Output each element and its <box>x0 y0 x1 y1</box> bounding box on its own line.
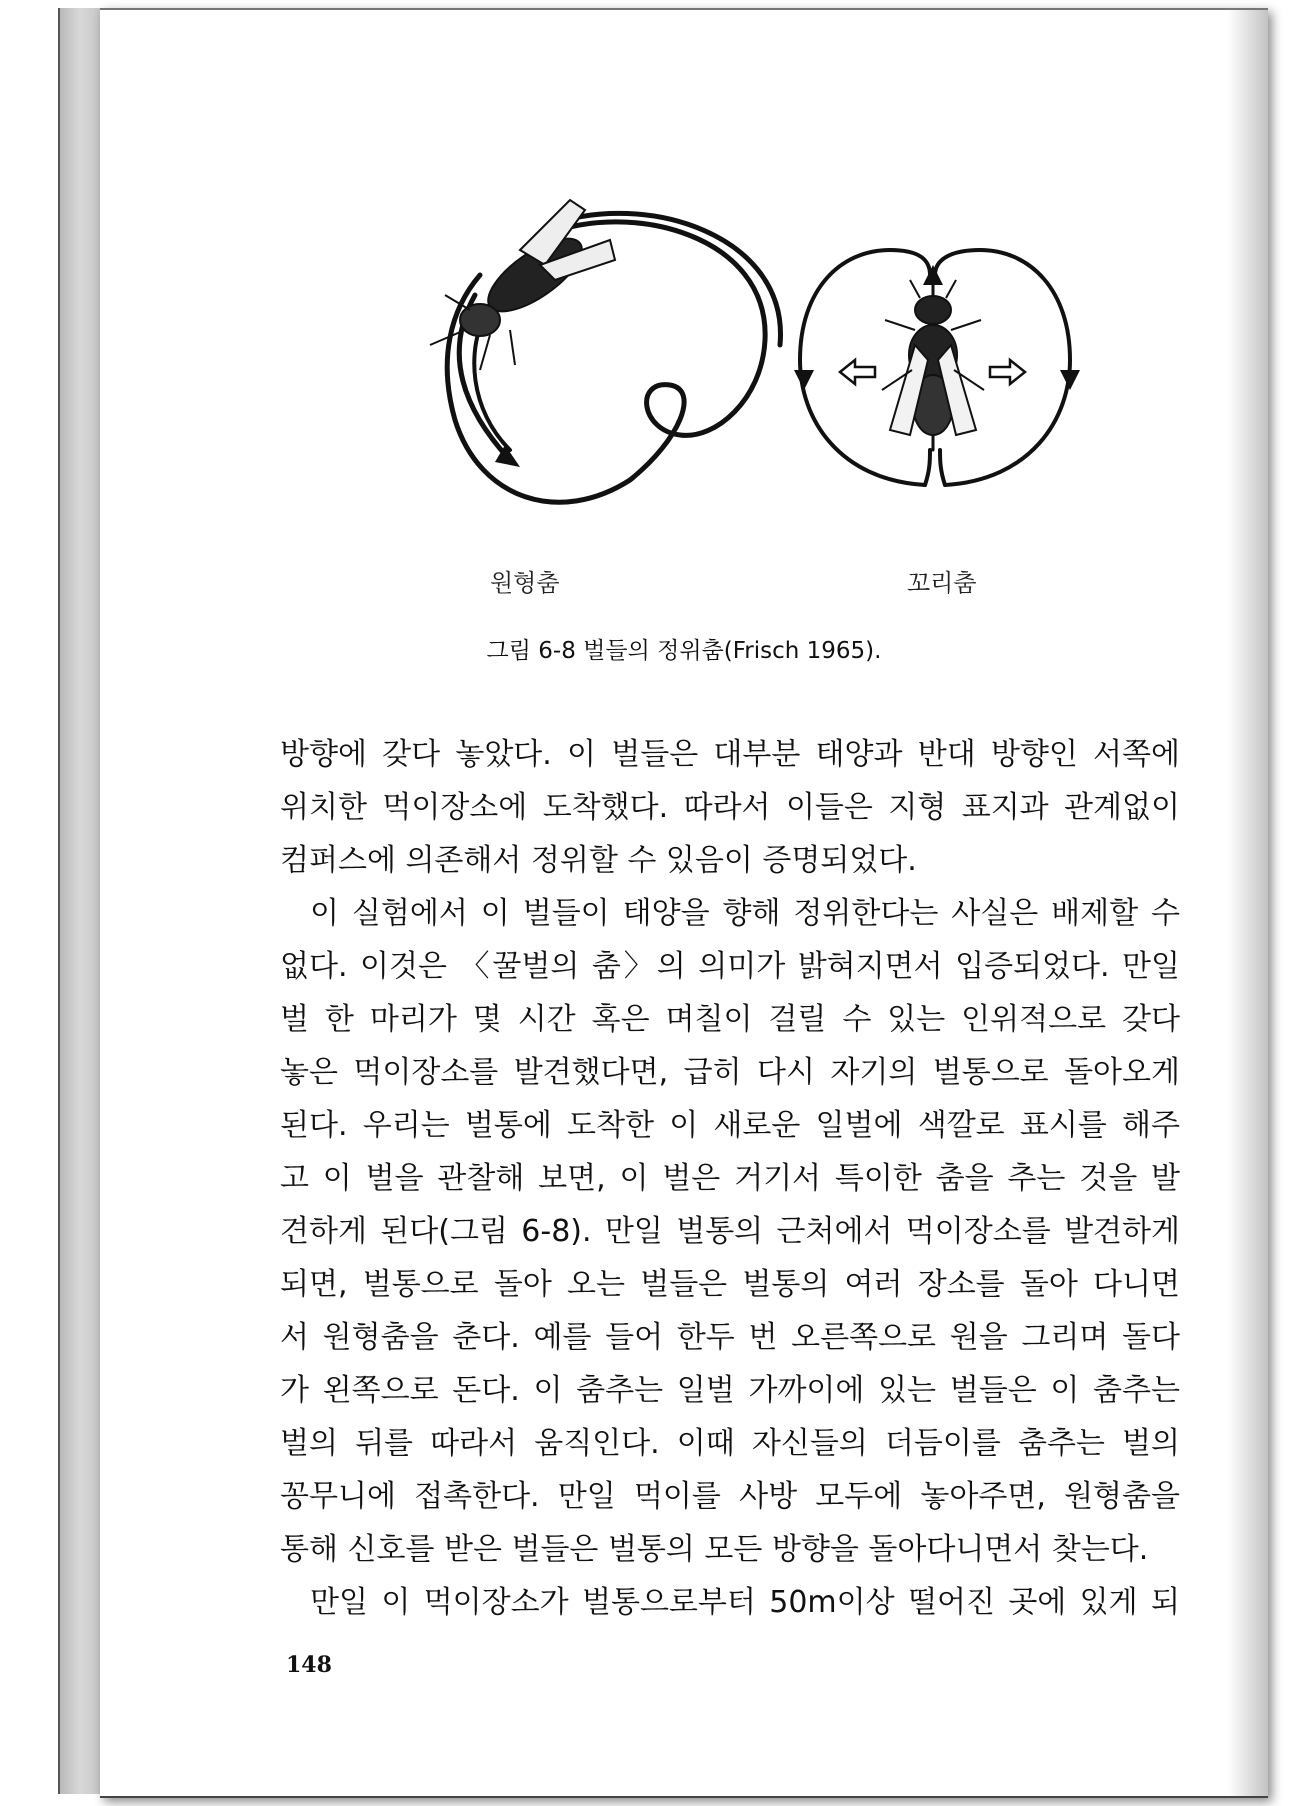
waggle-arrow-right-icon <box>990 360 1025 384</box>
bee-icon <box>882 280 984 435</box>
text-line: 위치한 먹이장소에 도착했다. 따라서 이들은 지형 표지과 관계없이 <box>280 790 1180 825</box>
text-line: 벌의 뒤를 따라서 움직인다. 이때 자신들의 더듬이를 춤추는 벌의 <box>280 1426 1180 1461</box>
text-line: 된다. 우리는 벌통에 도착한 이 새로운 일벌에 색깔로 표시를 해주 <box>280 1108 1180 1143</box>
text-line: 벌 한 마리가 몇 시간 혹은 며칠이 걸릴 수 있는 인위적으로 갖다 <box>280 1002 1180 1037</box>
round-dance-label: 원형춤 <box>490 569 560 597</box>
text-line: 서 원형춤을 춘다. 예를 들어 한두 번 오른쪽으로 원을 그리며 돌다 <box>280 1320 1180 1355</box>
book-edge <box>58 8 105 1794</box>
text-line: 견하게 된다(그림 6-8). 만일 벌통의 근처에서 먹이장소를 발견하게 <box>280 1214 1180 1249</box>
page-number: 148 <box>286 1652 332 1678</box>
text-line: 컴퍼스에 의존해서 정위할 수 있음이 증명되었다. <box>280 843 917 878</box>
book-page <box>100 8 1268 1798</box>
text-line: 없다. 이것은 〈꿀벌의 춤〉의 의미가 밝혀지면서 입증되었다. 만일 <box>280 949 1180 984</box>
text-line: 방향에 갖다 놓았다. 이 벌들은 대부분 태양과 반대 방향인 서쪽에 <box>280 737 1180 772</box>
text-line: 만일 이 먹이장소가 벌통으로부터 50m이상 떨어진 곳에 있게 되 <box>310 1585 1180 1620</box>
text-line: 이 실험에서 이 벌들이 태양을 향해 정위한다는 사실은 배제할 수 <box>310 896 1180 931</box>
waggle-arrow-left-icon <box>840 360 875 384</box>
body-text <box>280 728 1180 1629</box>
text-line: 가 왼쪽으로 돈다. 이 춤추는 일벌 가까이에 있는 벌들은 이 춤추는 <box>280 1373 1180 1408</box>
text-line: 꽁무니에 접촉한다. 만일 먹이를 사방 모두에 놓아주면, 원형춤을 <box>280 1479 1180 1514</box>
text-line: 통해 신호를 받은 벌들은 벌통의 모든 방향을 돌아다니면서 찾는다. <box>280 1532 1149 1567</box>
page-shade <box>1228 10 1268 1796</box>
text-line: 되면, 벌통으로 돌아 오는 벌들은 벌통의 여러 장소를 돌아 다니면 <box>280 1267 1180 1302</box>
text-line: 놓은 먹이장소를 발견했다면, 급히 다시 자기의 벌통으로 돌아오게 <box>280 1055 1180 1090</box>
bee-dance-figure <box>370 180 1230 600</box>
text-line: 고 이 벌을 관찰해 보면, 이 벌은 거기서 특이한 춤을 추는 것을 발 <box>280 1161 1180 1196</box>
figure-caption: 그림 6-8 벌들의 정위춤(Frisch 1965). <box>486 638 882 664</box>
waggle-dance-label: 꼬리춤 <box>907 569 977 597</box>
